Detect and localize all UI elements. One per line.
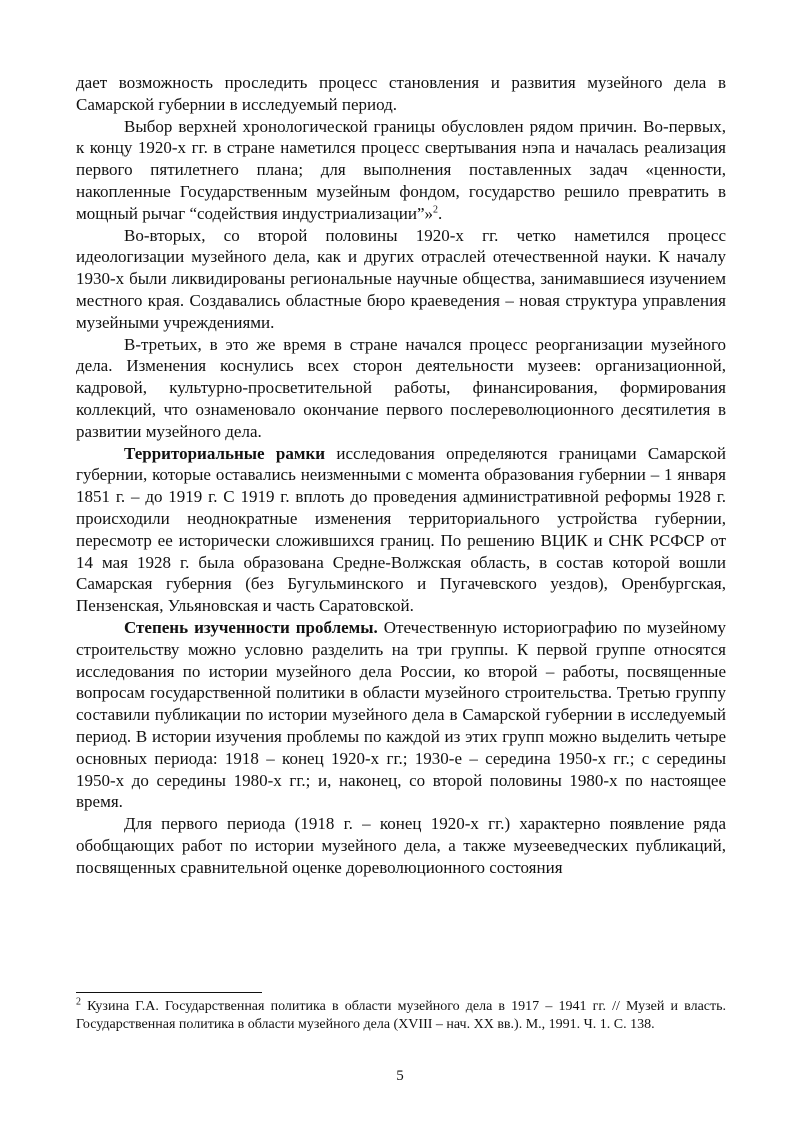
page-number: 5: [396, 1068, 404, 1084]
footnote-mark: 2: [76, 996, 81, 1008]
footnote: $^2$ Кузина Г.А. Государственная политика в области музейного дела в 1917 – 1941 гг. // Музей и власть. Государственная политика в области музейного дела (XVIII – нач. XX вв.). М., 1991. Ч. 1. С. 138.: [76, 996, 727, 1032]
paragraph-4: В-третьих, в это же время в стране начался процесс реорганизации музейного дела. Изменения коснулись всех сторон деятельности музеев: организационной, кадровой, культурно-просветительной работы, финансирования, формирования коллекций, что ознаменовало окончание первого послереволюционного десятилетия в развитии музейного дела.: [76, 334, 726, 441]
footnote-divider: [76, 992, 262, 993]
paragraph-lead: Степень изученности проблемы.: [124, 617, 378, 637]
paragraph-lead: Территориальные рамки: [124, 443, 326, 463]
paragraph-2: Выбор верхней хронологической границы обусловлен рядом причин. Во-первых, к концу 1920-х гг. в стране наметился процесс свертывания нэпа и началась реализация первого пятилетнего плана; для выполнения поставленных задач «ценности, накопленные Государственным музейным фондом, государство решило превратить в мощный рычаг “содействия индустриализации”»$^2$.: [76, 116, 726, 223]
footnote-ref[interactable]: 2: [433, 204, 439, 216]
paragraph-5: Территориальные рамки исследования определяются границами Самарской губернии, которые оставались неизменными с момента образования губернии – 1 января 1851 г. – до 1919 г. С 1919 г. вплоть до проведения административной реформы 1928 г. происходили неоднократные изменения территориального устройства губернии, пересмотр ее исторически сложившихся границ. По решению ВЦИК и СНК РСФСР от 14 мая 1928 г. была образована Средне-Волжская область, в состав которой вошли Самарская губерния (без Бугульминского и Пугачевского уездов), Оренбургская, Пензенская, Ульяновская и часть Саратовской.: [76, 443, 726, 616]
paragraph-7: Для первого периода (1918 г. – конец 1920-х гг.) характерно появление ряда обобщающих работ по истории музейного дела, а также музееведческих публикаций, посвященных сравнительной оценке дореволюционного состояния: [76, 814, 726, 877]
paragraph-1: дает возможность проследить процесс становления и развития музейного дела в Самарской губернии в исследуемый период.: [76, 73, 726, 114]
body-text: [76, 72, 726, 878]
paragraph-3: Во-вторых, со второй половины 1920-х гг. четко наметился процесс идеологизации музейного дела, как и других отраслей отечественной науки. К началу 1930-х были ликвидированы региональные научные общества, занимавшиеся изучением местного края. Создавались областные бюро краеведения – новая структура управления музейными учреждениями.: [76, 225, 726, 332]
paragraph-6: Степень изученности проблемы. Отечественную историографию по музейному строительству можно условно разделить на три группы. К первой группе относятся исследования по истории музейного дела России, ко второй – работы, посвященные вопросам государственной политики в области музейного строительства. Третью группу составили публикации по истории музейного дела в Самарской губернии в исследуемый период. В истории изучения проблемы по каждой из этих групп можно выделить четыре основных периода: 1918 – конец 1920-х гг.; 1930-е – середина 1950-х гг.; с середины 1950-х до середины 1980-х гг.; и, наконец, со второй половины 1980-х по настоящее время.: [76, 617, 726, 812]
